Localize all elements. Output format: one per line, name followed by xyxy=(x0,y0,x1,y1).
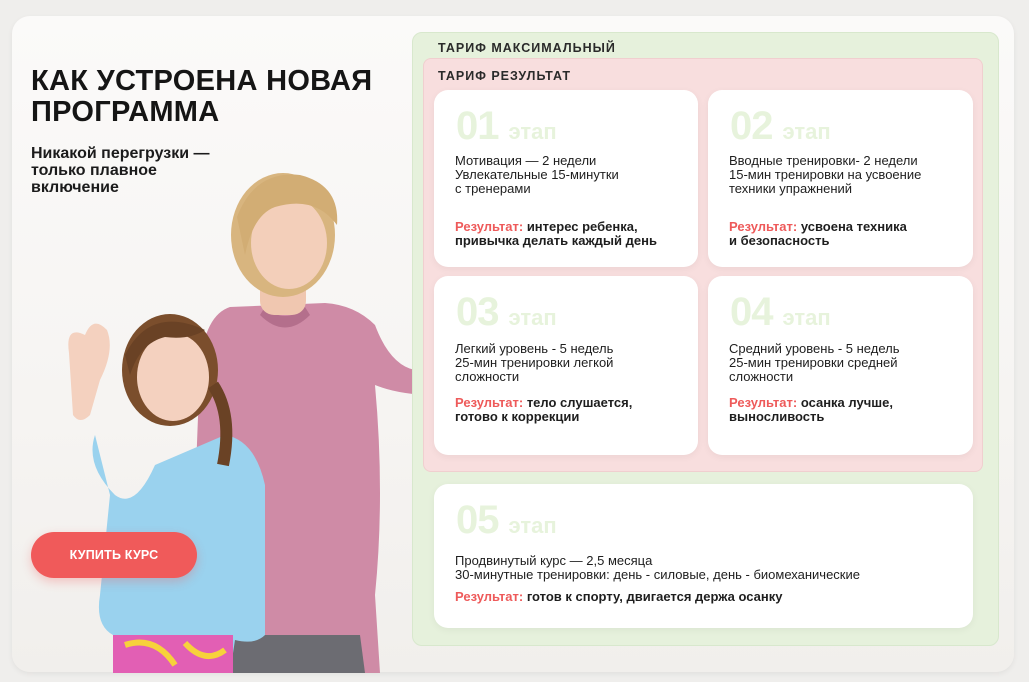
description-line: Мотивация — 2 недели xyxy=(455,153,597,168)
result-line: тело слушается, xyxy=(526,395,633,410)
stage-heading xyxy=(730,290,831,334)
result-label: Результат: xyxy=(729,395,798,410)
stage-number: 04 xyxy=(730,290,773,334)
stage-card-02 xyxy=(708,90,973,267)
stage-description xyxy=(455,342,695,384)
result-label: Результат: xyxy=(455,589,524,604)
result-label: Результат: xyxy=(455,219,524,234)
description-line: сложности xyxy=(729,369,794,384)
description-line: 30-минутные тренировки: день - силовые, день - биомеханические xyxy=(455,567,860,582)
description-line: Средний уровень - 5 недель xyxy=(729,341,900,356)
result-label: Результат: xyxy=(455,395,524,410)
page-title-line: ПРОГРАММА xyxy=(31,96,220,128)
description-line: Продвинутый курс — 2,5 месяца xyxy=(455,553,653,568)
result-line: привычка делать каждый день xyxy=(455,233,657,248)
description-line: Увлекательные 15-минутки xyxy=(455,167,619,182)
page-subtitle-line: Никакой перегрузки — xyxy=(31,145,210,162)
stage-description xyxy=(455,554,955,582)
description-line: с тренерами xyxy=(455,181,531,196)
stage-word: этап xyxy=(508,513,557,538)
stage-number: 02 xyxy=(730,104,773,148)
stage-result xyxy=(455,220,700,248)
page-title xyxy=(31,66,411,128)
stage-word: этап xyxy=(508,305,557,330)
description-line: сложности xyxy=(455,369,520,384)
description-line: техники упражнений xyxy=(729,181,853,196)
stage-result xyxy=(455,396,700,424)
stage-heading xyxy=(456,498,557,542)
result-line: готово к коррекции xyxy=(455,409,580,424)
result-line: усвоена техника xyxy=(800,219,907,234)
stage-number: 01 xyxy=(456,104,499,148)
stage-heading xyxy=(456,290,557,334)
tariff-result-title: ТАРИФ РЕЗУЛЬТАТ xyxy=(438,69,572,83)
stage-card-03 xyxy=(434,276,698,455)
tariff-maximal-title: ТАРИФ МАКСИМАЛЬНЫЙ xyxy=(438,41,616,55)
stage-result xyxy=(729,220,974,248)
stage-heading xyxy=(730,104,831,148)
stage-word: этап xyxy=(508,119,557,144)
stage-result xyxy=(455,590,955,604)
stage-result xyxy=(729,396,974,424)
page-title-line: КАК УСТРОЕНА НОВАЯ xyxy=(31,65,373,97)
page-subtitle-line: включение xyxy=(31,179,119,196)
result-line: выносливость xyxy=(729,409,825,424)
stage-number: 05 xyxy=(456,498,499,542)
stage-card-05 xyxy=(434,484,973,628)
description-line: Легкий уровень - 5 недель xyxy=(455,341,614,356)
result-line: готов к спорту, двигается держа осанку xyxy=(526,589,783,604)
description-line: 25-мин тренировки легкой xyxy=(455,355,614,370)
trainer-and-child-photo xyxy=(55,165,455,673)
result-label: Результат: xyxy=(729,219,798,234)
stage-description xyxy=(455,154,695,196)
stage-number: 03 xyxy=(456,290,499,334)
stage-word: этап xyxy=(782,119,831,144)
stage-card-01 xyxy=(434,90,698,267)
result-line: осанка лучше, xyxy=(800,395,893,410)
description-line: 25-мин тренировки средней xyxy=(729,355,898,370)
description-line: Вводные тренировки- 2 недели xyxy=(729,153,918,168)
page-subtitle-line: только плавное xyxy=(31,162,157,179)
stage-heading xyxy=(456,104,557,148)
description-line: 15-мин тренировки на усвоение xyxy=(729,167,922,182)
stage-word: этап xyxy=(782,305,831,330)
buy-course-button[interactable]: КУПИТЬ КУРС xyxy=(31,532,197,578)
stage-card-04 xyxy=(708,276,973,455)
result-line: интерес ребенка, xyxy=(526,219,638,234)
stage-description xyxy=(729,342,969,384)
stage-description xyxy=(729,154,969,196)
result-line: и безопасность xyxy=(729,233,830,248)
